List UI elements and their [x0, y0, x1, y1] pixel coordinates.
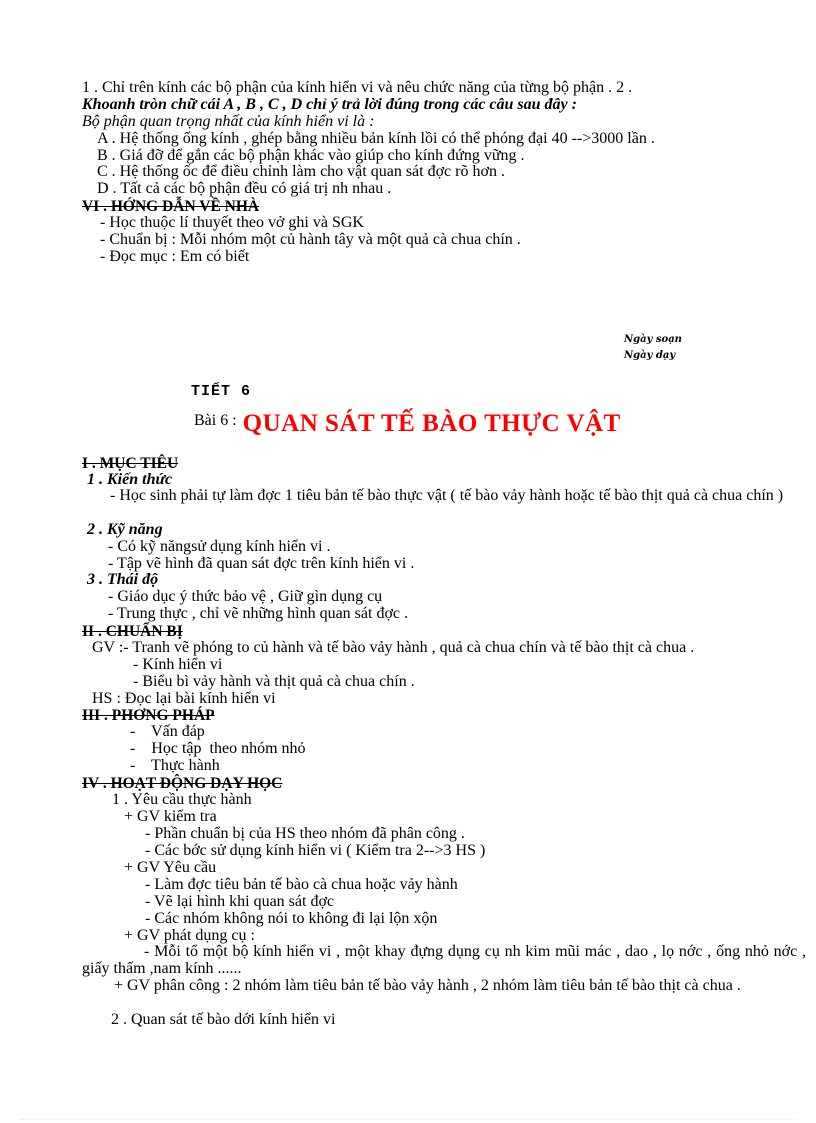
lesson-period: TIẾT 6: [191, 383, 252, 400]
page-bottom-divider: [20, 1119, 796, 1120]
section-i-sub3-item: - Trung thực , chỉ vẽ những hình quan sát đợc .: [108, 605, 408, 622]
section-vi-item: - Học thuộc lí thuyết theo vở ghi và SGK: [100, 214, 364, 231]
section-i-sub2-item: - Tập vẽ hình đã quan sát đợc trên kính hiển vi .: [108, 555, 415, 572]
option-c: C . Hệ thống ốc để điều chỉnh làm cho vật quan sát đợc rõ hơn .: [97, 163, 505, 180]
section-iv-line: + GV phân công : 2 nhóm làm tiêu bản tế bào vảy hành , 2 nhóm làm tiêu bản tế bào thịt cà chua .: [114, 977, 741, 994]
section-iv-line: - Các bớc sử dụng kính hiển vi ( Kiểm tra 2-->3 HS ): [145, 842, 486, 859]
section-iv-line: - Vẽ lại hình khi quan sát đợc: [145, 893, 335, 910]
section-vi-item: - Chuẩn bị : Mỗi nhóm một củ hành tây và một quả cà chua chín .: [100, 231, 521, 248]
section-iv-line: 2 . Quan sát tế bào dới kính hiển vi: [111, 1011, 336, 1028]
section-iv-line: 1 . Yêu cầu thực hành: [112, 791, 252, 808]
question-stem: Bộ phận quan trọng nhất của kính hiển vi là :: [82, 113, 375, 130]
section-i-sub2: 2 . Kỹ năng: [87, 521, 163, 538]
section-i-heading: I . MỤC TIÊU: [82, 455, 179, 472]
question-line-1: 1 . Chỉ trên kính các bộ phận của kính hiển vi và nêu chức năng của từng bộ phận . 2 .: [82, 79, 633, 96]
lesson-prefix: Bài 6 :: [194, 412, 237, 429]
section-iv-line: + GV Yêu cầu: [124, 859, 217, 876]
section-vi-heading: VI . HỚNG DẪN VỀ NHÀ: [82, 198, 260, 215]
section-iii-item: - Thực hành: [130, 757, 220, 774]
section-iv-line: + GV kiểm tra: [124, 808, 217, 825]
section-ii-gv-item: - Biểu bì vảy hành và thịt quả cà chua chín .: [133, 673, 415, 690]
option-d: D . Tất cả các bộ phận đều có giá trị nh nhau .: [97, 180, 392, 197]
date-day: Ngày dạy: [624, 350, 676, 361]
lesson-title-text: QUAN SÁT TẾ BÀO THỰC VẬT: [242, 410, 621, 437]
option-b: B . Giá đỡ để gắn các bộ phận khác vào giúp cho kính đứng vững .: [97, 147, 525, 164]
section-iii-heading: III . PHƠNG PHÁP: [82, 707, 215, 724]
section-iii-item: - Học tập theo nhóm nhỏ: [130, 740, 306, 757]
section-iii-item: - Vấn đáp: [130, 723, 205, 740]
question-instruction: Khoanh tròn chữ cái A , B , C , D chỉ ý trả lời đúng trong các câu sau đây :: [82, 96, 577, 113]
section-i-sub3: 3 . Thái độ: [87, 571, 159, 588]
option-a: A . Hệ thống ống kính , ghép bằng nhiều bản kính lồi có thể phóng đại 40 -->3000 lần .: [97, 130, 655, 147]
lesson-title: [194, 410, 621, 438]
section-i-sub1: 1 . Kiến thức: [87, 471, 173, 488]
section-i-sub3-item: - Giáo dục ý thức bảo vệ , Giữ gìn dụng cụ: [108, 588, 383, 605]
section-ii-hs: HS : Đọc lại bài kính hiển vi: [92, 690, 276, 707]
section-iv-heading: IV . HOẠT ĐỘNG DẠY HỌC: [82, 775, 283, 792]
section-ii-gv: GV :- Tranh vẽ phóng to củ hành và tế bào vảy hành , quả cà chua chín và tế bào thịt cà chua .: [92, 639, 695, 656]
section-ii-heading: II . CHUẨN BỊ: [82, 623, 183, 640]
section-iv-line: - Các nhóm không nói to không đi lại lộn xộn: [145, 910, 438, 927]
section-vi-item: - Đọc mục : Em có biết: [100, 248, 250, 265]
section-iv-line: + GV phát dụng cụ :: [124, 927, 255, 944]
section-iv-line: - Mỗi tổ một bộ kính hiển vi , một khay đựng dụng cụ nh kim mũi mác , dao , lọ nớc , ống nhỏ nớc , giấy thấm ,nam kính ......: [82, 943, 806, 977]
section-iv-line: - Làm đợc tiêu bản tế bào cà chua hoặc vảy hành: [145, 876, 458, 893]
section-ii-gv-item: - Kính hiển vi: [133, 656, 223, 673]
section-iv-line: - Phần chuẩn bị của HS theo nhóm đã phân công .: [145, 825, 465, 842]
section-i-sub2-item: - Có kỹ năngsử dụng kính hiển vi .: [108, 538, 331, 555]
date-soan: Ngày soạn: [624, 334, 682, 345]
section-i-sub1-text: - Học sinh phải tự làm đợc 1 tiêu bản tế bào thực vật ( tế bào vảy hành hoặc tế bào thịt quả cà chua chín ): [110, 487, 784, 504]
